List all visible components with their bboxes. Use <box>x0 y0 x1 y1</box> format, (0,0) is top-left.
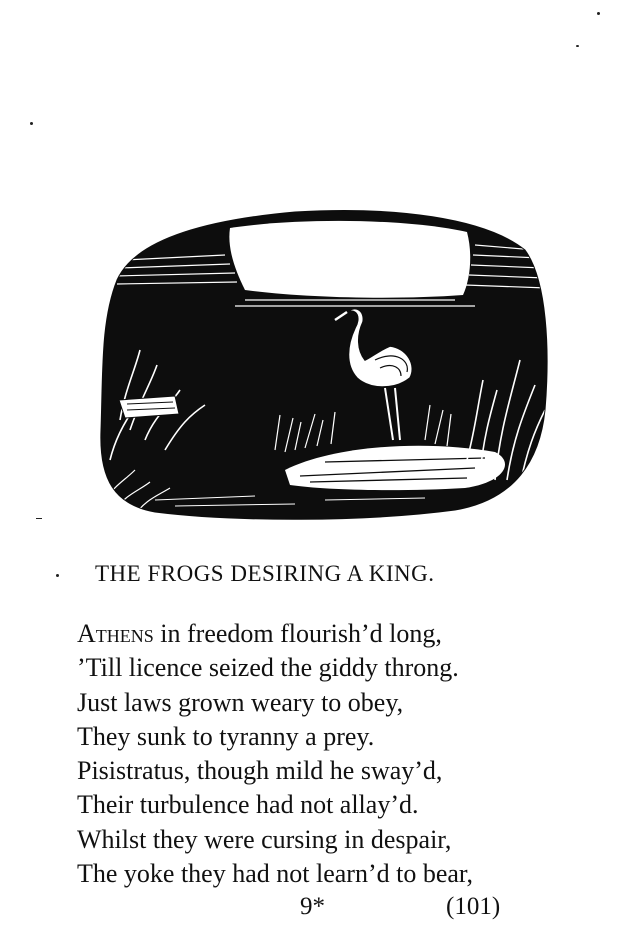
poem-line: Pisistratus, though mild he sway’d, <box>77 756 443 786</box>
fable-title: THE FROGS DESIRING A KING. <box>95 561 435 586</box>
signature-mark: 9* <box>300 893 325 920</box>
poem-line: Whilst they were cursing in despair, <box>77 824 452 854</box>
poem-text <box>77 617 597 891</box>
print-speck <box>597 12 600 15</box>
page-number: (101) <box>446 893 501 920</box>
print-speck <box>576 45 579 47</box>
print-speck <box>30 122 33 125</box>
poem-line: Their turbulence had not allay’d. <box>77 790 419 820</box>
poem-first-line-rest: in freedom flourish’d long, <box>153 619 442 648</box>
print-speck <box>36 518 42 519</box>
poem-line: ’Till licence seized the giddy throng. <box>77 653 459 683</box>
print-speck <box>56 574 59 577</box>
tree-stump <box>119 396 179 418</box>
heron-vignette-illustration <box>95 200 550 522</box>
poem-line: Just laws grown weary to obey, <box>77 687 404 717</box>
poem-first-word: Athens <box>77 619 154 648</box>
poem-line <box>77 617 597 651</box>
poem-line: The yoke they had not learn’d to bear, <box>77 859 474 889</box>
sky-cloud <box>229 221 470 298</box>
poem-line: They sunk to tyranny a prey. <box>77 721 375 751</box>
